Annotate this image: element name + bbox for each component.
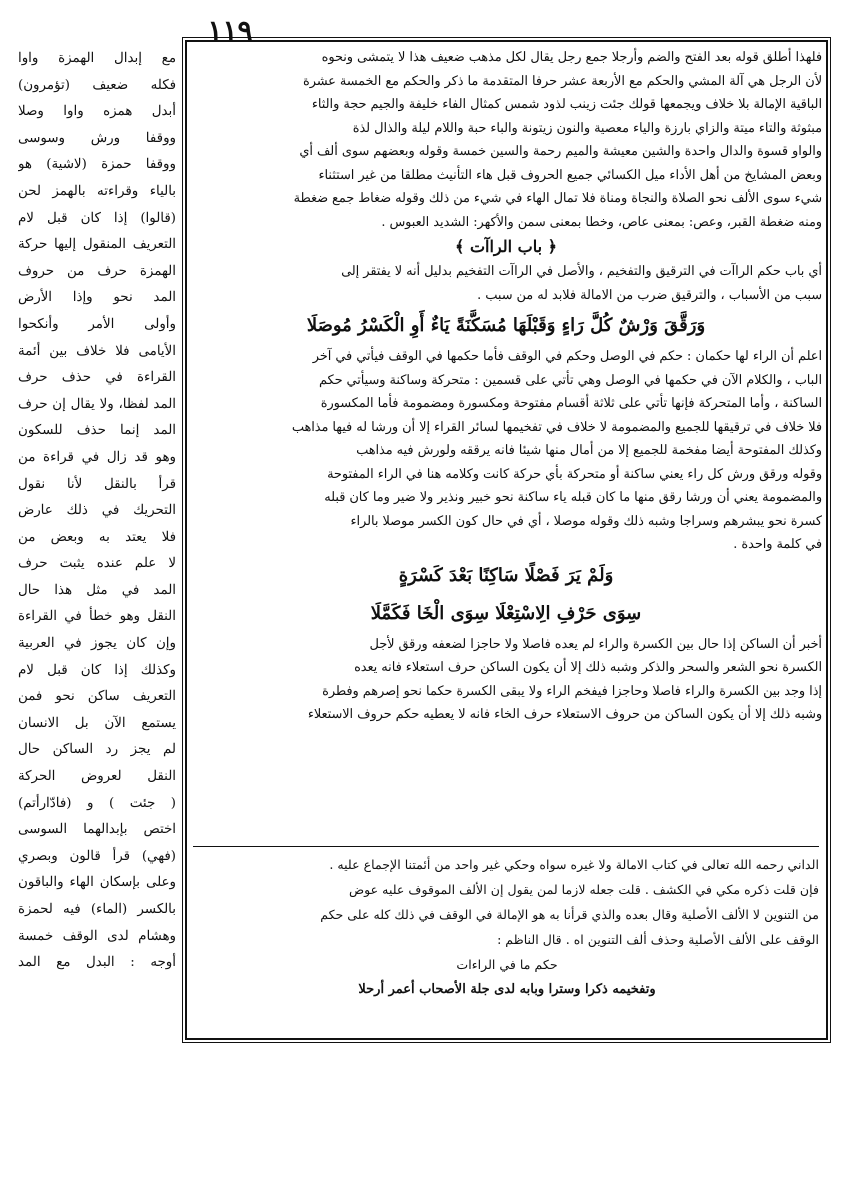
main-text-body bbox=[190, 46, 822, 842]
text-line: أخبر أن الساكن إذا حال بين الكسرة والراء لم يعده فاصلا ولا حاجزا لضعفه ورقق لأجل bbox=[369, 636, 822, 652]
margin-line: الهمزة حرف من حروف bbox=[18, 263, 176, 279]
text-line: وبعض المشايخ من أهل الأداء ميل الكسائي جميع الحروف قبل هاء التأنيث مطلقا من غير استثناء bbox=[318, 167, 822, 183]
text-line: والمضمومة يعني أن ورشا رقق منها ما كان قبله ياء ساكنة نحو خبير ونذير ولا ضير وما كان قبله bbox=[324, 490, 822, 505]
text-line: الباقية الإمالة بلا خلاف ويجمعها قولك جئت زينب لذود شمس كمثال الفاء خليفة والجيم حجة والثاء bbox=[311, 97, 822, 112]
text-line: اعلم أن الراء لها حكمان : حكم في الوصل وحكم في الوقف فأما حكمها في الوقف فيأتي في آخر bbox=[312, 349, 822, 364]
footnote-text bbox=[195, 852, 819, 952]
footnote-section bbox=[195, 852, 819, 1032]
footnote-verse: وتفخيمه ذكرا وسترا وبابه لدى جلة الأصحاب أعمر أرحلا bbox=[358, 982, 656, 997]
margin-line: (قالوا) إذا كان قبل لام bbox=[18, 210, 176, 226]
margin-line: وهو قد زال في قراءة من bbox=[18, 449, 176, 465]
verse-1: وَرَقَّقَ وَرْشٌ كُلَّ رَاءٍ وَقَبْلَهَا مُسَكَّنَةً يَاءٌ أَوِ الْكَسْرُ مُوصَلَا bbox=[306, 315, 706, 336]
margin-line: الأيامى فلا خلاف بين أئمة bbox=[18, 343, 176, 359]
text-line: شيء سوى الألف نحو الصلاة والنجاة ومناة فلا تمال الهاء في شيء من ذلك وقوله ضغاط جمع ضغطة bbox=[293, 191, 822, 206]
footnote-title: حكم ما في الراءات bbox=[456, 957, 558, 972]
margin-line: ( جئت ) و (فادّارأتم) bbox=[18, 795, 176, 811]
margin-line: لم يجز رد الساكن حال bbox=[18, 742, 176, 758]
margin-line: المد لفظا، ولا يقال إن حرف bbox=[18, 396, 176, 412]
margin-line: اختص بإبدالهما السوسى bbox=[18, 822, 176, 838]
margin-line: النقل وهو خطأ في القراءة bbox=[18, 609, 176, 625]
margin-line: النقل لعروض الحركة bbox=[18, 769, 176, 785]
margin-line: وعلى بإسكان الهاء والباقون bbox=[18, 875, 176, 891]
margin-line: (فهي) قرأ قالون وبصري bbox=[18, 848, 176, 864]
text-line: مبثوثة والتاء ميتة والزاي بارزة والياء معصية والنون زيتونة والباء حبة واللام ليلة والذال لذة bbox=[352, 120, 822, 136]
margin-line: أبدل همزه واوا وصلا bbox=[18, 104, 176, 120]
margin-line: المد إنما حذف للسكون bbox=[18, 423, 176, 439]
verse-2b: سِوَى حَرْفِ الِاسْتِعْلَا سِوَى الْخَا فَكَمَّلَا bbox=[370, 602, 642, 624]
text-line: الكسرة نحو الشعر والسحر والذكر وشبه ذلك إلا أن يكون الساكن حرف استعلاء فانه يعده bbox=[354, 660, 822, 675]
margin-line: القراءة في حذف حرف bbox=[18, 370, 176, 386]
chapter-title: ﴿ باب الراآت ﴾ bbox=[455, 237, 557, 256]
margin-line: المد نحو وإذا الأرض bbox=[18, 290, 176, 306]
margin-line: ووقفا حمزة (لاشية) هو bbox=[18, 157, 176, 173]
text-line: ومنه ضغطة القبر، وعص: بمعنى عاص، وخطا بمعنى سمن والأكهر: الشديد العبوس . bbox=[381, 214, 822, 230]
margin-line: بالكسر (الماء) فيه لحمزة bbox=[18, 902, 176, 917]
footnote-line: الوقف على الألف الأصلية وحذف ألف التنوين اه . قال الناظم : bbox=[497, 932, 819, 947]
text-line: والواو قسوة والدال واحدة والشين معيشة والميم رحمة والسين خمسة وقوله وبعضهم سوى ألف أي bbox=[299, 144, 822, 159]
margin-line: بالياء وقراءته بالهمز لحن bbox=[18, 183, 176, 199]
text-line: فلهذا أطلق قوله بعد الفتح والضم وأرجلا جمع رجل يقال لكل مذهب ضعيف هذا لا يتمشى ونحوه bbox=[321, 50, 822, 65]
margin-line: مع إبدال الهمزة واوا bbox=[18, 51, 176, 66]
margin-line: أوجه : البدل مع المد bbox=[18, 955, 176, 971]
margin-line: وأولى الأمر وأنكحوا bbox=[18, 316, 176, 332]
margin-notes bbox=[18, 46, 176, 1066]
margin-line: قرأ بالنقل لأنا نقول bbox=[18, 476, 176, 492]
text-line: في كلمة واحدة . bbox=[733, 537, 822, 552]
margin-line: فلا يعتد به وبعض من bbox=[18, 529, 176, 545]
text-line: الباب ، والكلام الآن في حكمها في الوصل وهي تأتي على قسمين : متحركة وساكنة وسيأتي حكم bbox=[318, 372, 822, 388]
verse-2-explanation bbox=[190, 633, 822, 727]
margin-line: وهشام لدى الوقف خمسة bbox=[18, 928, 176, 944]
footnote-line: من التنوين لا الألف الأصلية وقال بعده والذي قرأنا به هو الإمالة في الوقف في ذلك كله على حكم bbox=[320, 907, 819, 922]
text-line: وشبه ذلك إلا أن يكون الساكن من حروف الاستعلاء حرف الخاء فانه لا يعطيه حكم حروف الاستعلاء bbox=[307, 707, 822, 722]
margin-line: يستمع الآن بل الانسان bbox=[18, 715, 176, 731]
margin-line: التعريف المنقول إليها حركة bbox=[18, 237, 176, 253]
verse-2a: وَلَمْ يَرَ فَصْلًا سَاكِنًا بَعْدَ كَسْرَةٍ bbox=[398, 564, 614, 586]
margin-line: فكله ضعيف (تؤمرون) bbox=[18, 77, 176, 93]
page-number: ١١٩ bbox=[207, 14, 253, 47]
margin-line: لا علم عنده يثبت حرف bbox=[18, 556, 176, 572]
text-line: أي باب حكم الراآت في الترقيق والتفخيم ، والأصل في الراآت التفخيم بدليل أنه لا يفتقر إلى bbox=[341, 264, 822, 279]
chapter-intro bbox=[190, 260, 822, 307]
footnote-divider bbox=[193, 846, 819, 847]
margin-line: التعريف ساكن نحو فمن bbox=[18, 689, 176, 705]
text-line: وقوله ورقق ورش كل راء يعني ساكنة أو متحركة بأي حركة كانت وكلامه هنا في الراء المفتوحة bbox=[327, 466, 822, 482]
margin-line: ووقفا ورش وسوسى bbox=[18, 130, 176, 146]
margin-line: التحريك في ذلك عارض bbox=[18, 503, 176, 519]
main-commentary bbox=[190, 46, 822, 234]
text-line: سبب من الأسباب ، والترقيق ضرب من الامالة فلابد له من سبب . bbox=[477, 287, 822, 303]
margin-line: وإن كان يجوز في العربية bbox=[18, 636, 176, 652]
margin-line: المد في مثل هذا حال bbox=[18, 582, 176, 598]
text-line: إذا وجد بين الكسرة والراء فاصلا وحاجزا فيفخم الراء ولا يبقى الكسرة حكما نحو إصرهم وفطرة bbox=[322, 683, 822, 699]
text-line: وكذلك المفتوحة أيضا مفخمة للجميع إلا من أمال منها شيئا فانه يرققه ولورش فيه مذاهب bbox=[356, 443, 822, 458]
text-line: كسرة نحو يبشرهم وسراجا وشبه ذلك وقوله موصلا ، أي في حال كون الكسر موصلا بالراء bbox=[350, 513, 822, 529]
footnote-line: الداني رحمه الله تعالى في كتاب الامالة ولا غيره سواه وحكي غير واحد من أئمتنا الإجماع عليه . bbox=[329, 857, 819, 872]
verse-1-explanation bbox=[190, 345, 822, 557]
text-line: فلا خلاف في ترقيقها للجميع والمضمومة لا خلاف في تفخيمها لسائر القراء إلا أن ورشا له فيها مذاهب bbox=[291, 419, 822, 435]
text-line: الساكنة ، وأما المتحركة فإنها تأتي على ثلاثة أقسام مفتوحة ومكسورة ومضمومة فأما المكسورة bbox=[320, 396, 822, 411]
margin-line: وكذلك إذا كان قبل لام bbox=[18, 662, 176, 678]
text-line: لأن الرجل هي آلة المشي والحكم مع الأربعة عشر حرفا المتقدمة ما ذكر والحكم مع الخمسة عشرة bbox=[302, 73, 822, 89]
footnote-line: فإن قلت ذكره مكي في الكشف . قلت جعله لازما لمن يقول إن الألف الموقوف عليه عوض bbox=[348, 882, 819, 897]
